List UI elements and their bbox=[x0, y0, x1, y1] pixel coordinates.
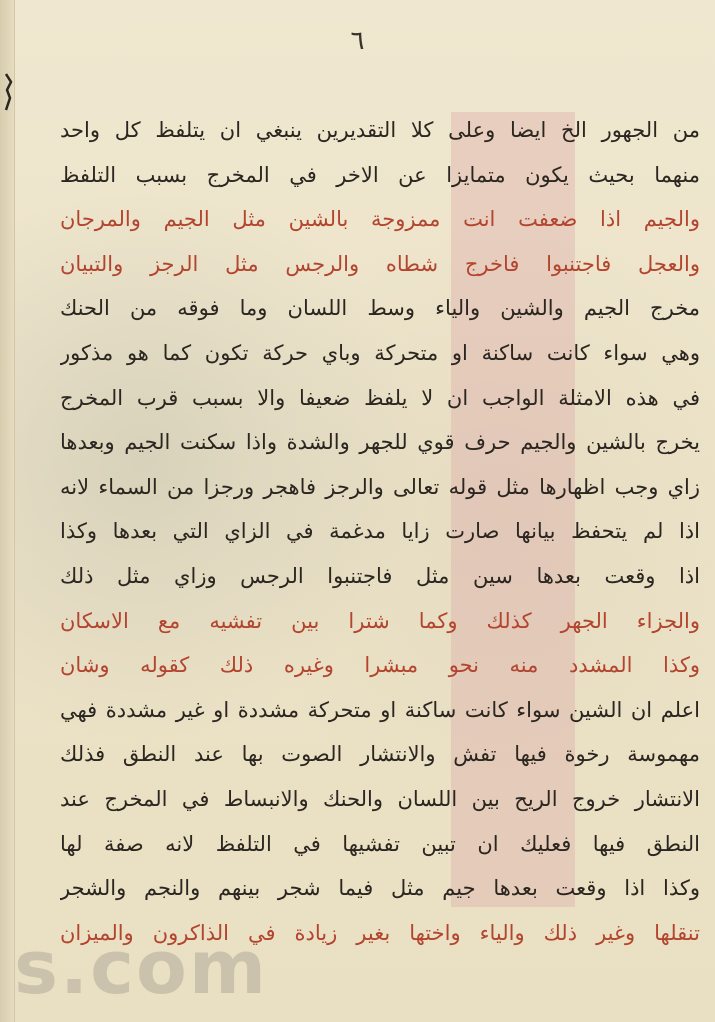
text-line: مخرج الجيم والشين والياء وسط اللسان وما فوقه من الحنك bbox=[60, 296, 700, 321]
text-line-rubric: وكذا المشدد منه نحو مبشرا وغيره ذلك كقوله وشان bbox=[60, 653, 700, 678]
text-line: اعلم ان الشين سواء كانت ساكنة او متحركة مشددة او غير مشددة فهي bbox=[60, 697, 700, 722]
text-line-rubric: تنقلها وغير ذلك والياء واختها بغير زيادة في الذاكرون والميزان bbox=[60, 920, 700, 945]
text-line: وكذا اذا وقعت بعدها جيم مثل فيما شجر بينهم والنجم والشجر bbox=[60, 876, 700, 901]
text-line: يخرج بالشين والجيم حرف قوي للجهر والشدة واذا سكنت الجيم وبعدها bbox=[60, 430, 700, 455]
page-binding-edge bbox=[0, 0, 15, 1022]
text-line: اذا وقعت بعدها سين مثل فاجتنبوا الرجس وزاي مثل ذلك bbox=[60, 563, 700, 588]
text-line-rubric: والجيم اذا ضعفت انت ممزوجة بالشين مثل الجيم والمرجان bbox=[60, 207, 700, 232]
text-line: من الجهور الخ ايضا وعلى كلا التقديرين ينبغي ان يتلفظ كل واحد bbox=[60, 118, 700, 142]
page-number: ٦ bbox=[350, 26, 365, 56]
text-line: منهما بحيث يكون متمايزا عن الاخر في المخرج بسبب التلفظ bbox=[60, 162, 700, 187]
text-line: اذا لم يتحفظ بيانها صارت زايا مدغمة في الزاي التي بعدها وكذا bbox=[60, 519, 700, 544]
text-line: وهي سواء كانت ساكنة او متحركة وباي حركة تكون كما هو مذكور bbox=[60, 340, 700, 365]
text-line: الانتشار خروج الريح بين اللسان والحنك والانبساط في المخرج عند bbox=[60, 786, 700, 811]
watermark-text: s.com bbox=[14, 925, 268, 1011]
text-line: في هذه الامثلة الواجب ان لا يلفظ ضعيفا والا بسبب قرب المخرج bbox=[60, 385, 700, 410]
manuscript-text bbox=[60, 108, 700, 955]
ink-stain-mark bbox=[4, 72, 13, 112]
text-line-rubric: والعجل فاجتنبوا فاخرج شطاه والرجس مثل الرجز والتبيان bbox=[60, 251, 700, 276]
text-line: مهموسة رخوة فيها تفش والانتشار الصوت بها عند النطق فذلك bbox=[60, 742, 700, 767]
text-line: النطق فيها فعليك ان تبين تفشيها في التلفظ لانه صفة لها bbox=[60, 831, 700, 856]
text-line-rubric: والجزاء الجهر كذلك وكما شترا بين تفشيه مع الاسكان bbox=[60, 608, 700, 633]
text-line: زاي وجب اظهارها مثل قوله تعالى والرجز فاهجر ورجزا من السماء لانه bbox=[60, 474, 700, 499]
